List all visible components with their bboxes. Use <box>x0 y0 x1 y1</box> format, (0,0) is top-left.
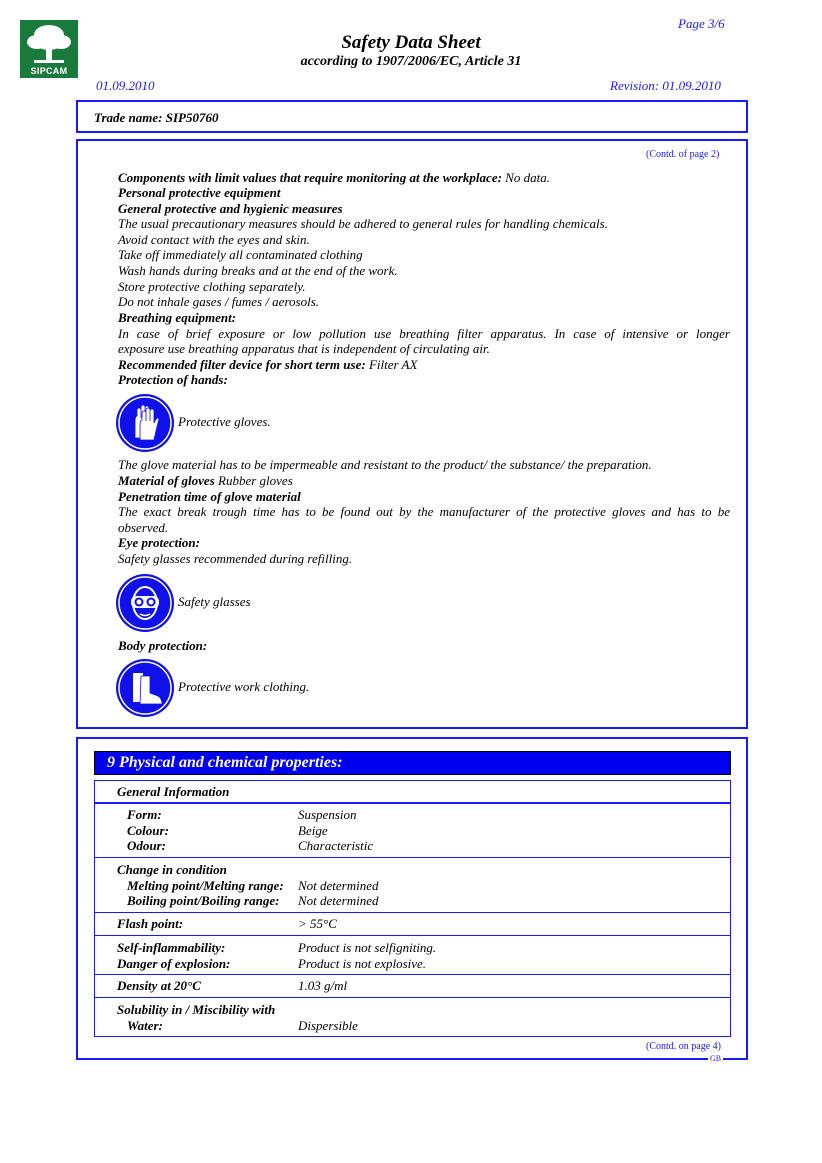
form-label: Form: <box>127 807 162 822</box>
filter-label: Recommended filter device for short term use: <box>118 357 366 372</box>
material-label: Material of gloves <box>118 473 215 488</box>
section-9-heading: 9 Physical and chemical properties: <box>107 754 343 771</box>
flash-label: Flash point: <box>117 916 184 931</box>
hygiene-line: Take off immediately all contaminated clothing <box>118 247 363 262</box>
colour-label: Colour: <box>127 823 169 838</box>
gloves-icon <box>116 394 174 452</box>
flash-point-row <box>94 912 731 936</box>
components-value: No data. <box>505 170 550 185</box>
selfinfl-label: Self-inflammability: <box>117 940 226 955</box>
boiling-value: Not determined <box>298 893 379 908</box>
glasses-label: Safety glasses <box>178 594 251 609</box>
filter-value: Filter AX <box>368 357 418 372</box>
boiling-label: Boiling point/Boiling range: <box>127 893 280 908</box>
components-label: Components with limit values that require monitoring at the workplace: <box>118 170 502 185</box>
eye-heading: Eye protection: <box>118 535 200 550</box>
components-line <box>118 170 550 185</box>
breathing-text: exposure use breathing apparatus that is independent of circulating air. <box>118 341 490 356</box>
explosion-value: Product is not explosive. <box>298 956 427 971</box>
hygiene-line: Wash hands during breaks and at the end of the work. <box>118 263 398 278</box>
hands-heading: Protection of hands: <box>118 372 228 387</box>
solubility-heading: Solubility in / Miscibility with <box>117 1002 276 1017</box>
odour-value: Characteristic <box>298 838 374 853</box>
explosion-label: Danger of explosion: <box>117 956 231 971</box>
eye-text: Safety glasses recommended during refilling. <box>118 551 353 566</box>
hygiene-heading: General protective and hygienic measures <box>118 201 343 216</box>
glove-material-text: The glove material has to be impermeable and resistant to the product/ the substance/ the preparation. <box>118 457 652 472</box>
hygiene-line: Store protective clothing separately. <box>118 279 306 294</box>
contd-from-page: (Contd. of page 2) <box>646 149 720 160</box>
document-title: Safety Data Sheet <box>341 32 481 53</box>
flash-value: > 55°C <box>298 916 337 931</box>
section-9-heading-bar <box>94 751 731 775</box>
general-info-heading: General Information <box>117 784 230 799</box>
hygiene-line: The usual precautionary measures should be adhered to general rules for handling chemicals. <box>118 216 608 231</box>
material-value: Rubber gloves <box>218 473 293 488</box>
colour-value: Beige <box>298 823 328 838</box>
form-value: Suspension <box>298 807 357 822</box>
hygiene-line: Avoid contact with the eyes and skin. <box>118 232 310 247</box>
inflammability-row <box>94 935 731 975</box>
boots-icon <box>116 659 174 717</box>
revision-date: Revision: 01.09.2010 <box>610 78 721 93</box>
melting-label: Melting point/Melting range: <box>127 878 284 893</box>
trade-name: Trade name: SIP50760 <box>94 110 219 125</box>
country-code: GB <box>710 1054 722 1063</box>
change-condition-row <box>94 857 731 913</box>
trade-name-box <box>76 100 748 133</box>
contd-on-page: (Contd. on page 4) <box>646 1041 721 1052</box>
section-9-box <box>76 737 748 1060</box>
safety-glasses-icon <box>116 574 174 632</box>
water-label: Water: <box>127 1018 163 1033</box>
density-label: Density at 20°C <box>117 978 201 993</box>
density-row <box>94 974 731 998</box>
odour-label: Odour: <box>127 838 167 853</box>
print-date: 01.09.2010 <box>96 78 155 93</box>
glasses-pictogram <box>116 574 174 632</box>
gloves-label: Protective gloves. <box>178 414 271 429</box>
general-info-row <box>94 780 731 804</box>
gloves-pictogram <box>116 394 174 452</box>
material-line <box>118 473 293 488</box>
penetration-heading: Penetration time of glove material <box>118 489 301 504</box>
penetration-text: The exact break trough time has to be found out by the manufacturer of the protective gloves and has to be <box>118 504 730 519</box>
solubility-row <box>94 997 731 1037</box>
breathing-heading: Breathing equipment: <box>118 310 237 325</box>
document-subtitle: according to 1907/2006/EC, Article 31 <box>300 54 522 69</box>
selfinfl-value: Product is not selfigniting. <box>298 940 437 955</box>
water-value: Dispersible <box>298 1018 358 1033</box>
logo-text: SIPCAM <box>30 66 68 76</box>
section-8-box <box>76 139 748 729</box>
form-colour-odour-row <box>94 802 731 858</box>
page-number: Page 3/6 <box>678 16 725 31</box>
penetration-text: observed. <box>118 520 169 535</box>
boots-pictogram <box>116 659 174 717</box>
body-heading: Body protection: <box>118 638 208 653</box>
filter-line <box>118 357 417 372</box>
melting-value: Not determined <box>298 878 379 893</box>
ppe-heading: Personal protective equipment <box>118 185 281 200</box>
hygiene-line: Do not inhale gases / fumes / aerosols. <box>118 294 320 309</box>
breathing-text: In case of brief exposure or low pollution use breathing filter apparatus. In case of intensive or longer <box>118 326 730 341</box>
density-value: 1.03 g/ml <box>298 978 348 993</box>
boots-label: Protective work clothing. <box>178 679 310 694</box>
change-heading: Change in condition <box>117 862 227 877</box>
